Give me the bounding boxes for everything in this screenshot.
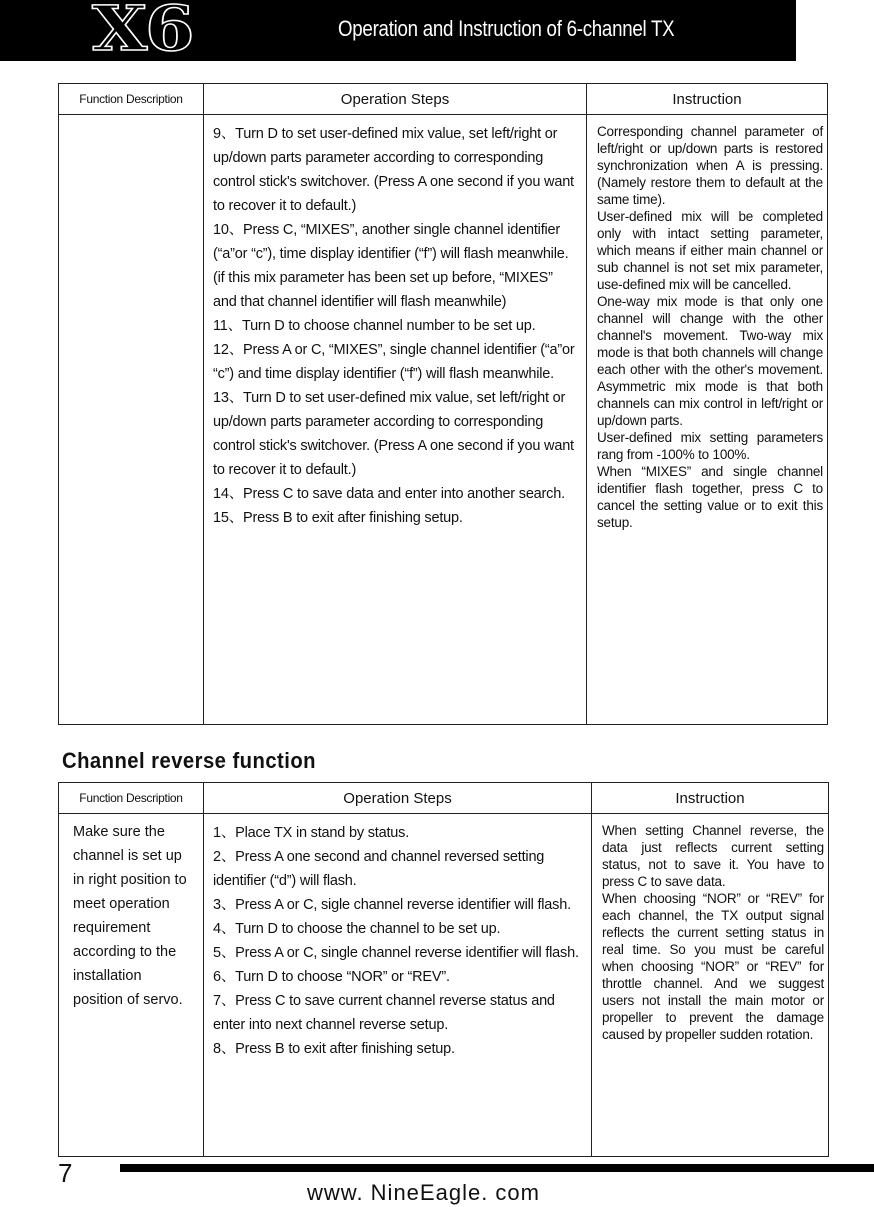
function-description-cell: Make sure the channel is set up in right position to meet operation requirement according to the installation position of servo.	[59, 814, 204, 1157]
page-number: 7	[58, 1158, 73, 1188]
step: 9、Turn D to set user-defined mix value, set left/right or up/down parts parameter according to corresponding control stick's switchover. (Press A one second if you want to recover it to default.)	[213, 126, 574, 214]
step: 13、Turn D to set user-defined mix value, set left/right or up/down parts parameter according to corresponding control stick's switchover. (Press A one second if you want to recover it to default.)	[213, 390, 574, 478]
step: 2、Press A one second and channel reversed setting identifier (“d”) will flash.	[213, 849, 545, 889]
operation-steps-cell	[204, 814, 592, 1157]
footer-divider	[120, 1164, 874, 1172]
column-header-steps: Operation Steps	[204, 84, 587, 115]
operation-steps-cell	[204, 115, 587, 725]
step: 3、Press A or C, sigle channel reverse identifier will flash.	[213, 897, 571, 913]
instruction-paragraph: User-defined mix setting parameters rang from -100% to 100%.	[597, 430, 823, 462]
column-header-instruction: Instruction	[587, 84, 828, 115]
instruction-paragraph: When “MIXES” and single channel identifier flash together, press C to cancel the setting value or to exit this setup.	[597, 464, 823, 530]
step: 11、Turn D to choose channel number to be set up.	[213, 318, 536, 334]
step: 6、Turn D to choose “NOR” or “REV”.	[213, 969, 450, 985]
channel-reverse-table	[58, 782, 829, 1157]
section-title: Channel reverse function	[62, 748, 316, 773]
step: 5、Press A or C, single channel reverse identifier will flash.	[213, 945, 579, 961]
column-header-instruction: Instruction	[592, 783, 829, 814]
step: 4、Turn D to choose the channel to be set up.	[213, 921, 501, 937]
step: 8、Press B to exit after finishing setup.	[213, 1041, 455, 1057]
page-header-title: Operation and Instruction of 6-channel TX	[338, 16, 675, 41]
step: 10、Press C, “MIXES”, another single channel identifier (“a”or “c”), time display identifier (“f”) will flash meanwhile. (if this mix parameter has been set up before, “MIXES” and that channel identifier will flash meanwhile)	[213, 222, 569, 310]
step: 15、Press B to exit after finishing setup.	[213, 510, 463, 526]
column-header-steps: Operation Steps	[204, 783, 592, 814]
mix-table	[58, 83, 828, 725]
header-bar	[0, 0, 796, 65]
instruction-paragraph: User-defined mix will be completed only with intact setting parameter, which means if either main channel or sub channel is not set mix parameter, use-defined mix will be cancelled.	[597, 209, 823, 292]
instruction-paragraph: One-way mix mode is that only one channel will change with the other channel's movement. Two-way mix mode is that both channels will change each other with the other's movement. Asymmetric mix mode is that both channels can mix control in left/right or up/down parts.	[597, 294, 823, 428]
column-header-function: Function Description	[59, 783, 204, 814]
function-description-cell	[59, 115, 204, 725]
instruction-paragraph: When setting Channel reverse, the data just reflects current setting status, not to save it. You have to press C to save data.	[602, 823, 824, 889]
x6-logo: X6	[92, 0, 193, 65]
instruction-paragraph: When choosing “NOR” or “REV” for each channel, the TX output signal reflects the current setting status in real time. So you must be careful when choosing “NOR” or “REV” for throttle channel. And we suggest users not install the main motor or propeller to prevent the damage caused by propeller sudden rotation.	[602, 891, 824, 1042]
step: 1、Place TX in stand by status.	[213, 825, 410, 841]
website-url: www. NineEagle. com	[307, 1180, 540, 1205]
step: 7、Press C to save current channel reverse status and enter into next channel reverse setup.	[213, 993, 555, 1033]
step: 14、Press C to save data and enter into another search.	[213, 486, 565, 502]
instruction-paragraph: Corresponding channel parameter of left/right or up/down parts is restored synchronization when A is pressing. (Namely restore them to default at the same time).	[597, 124, 823, 207]
column-header-function: Function Description	[59, 84, 204, 115]
instruction-cell	[587, 115, 828, 725]
instruction-cell	[592, 814, 829, 1157]
step: 12、Press A or C, “MIXES”, single channel identifier (“a”or “c”) and time display identifier (“f”) will flash meanwhile.	[213, 342, 575, 382]
